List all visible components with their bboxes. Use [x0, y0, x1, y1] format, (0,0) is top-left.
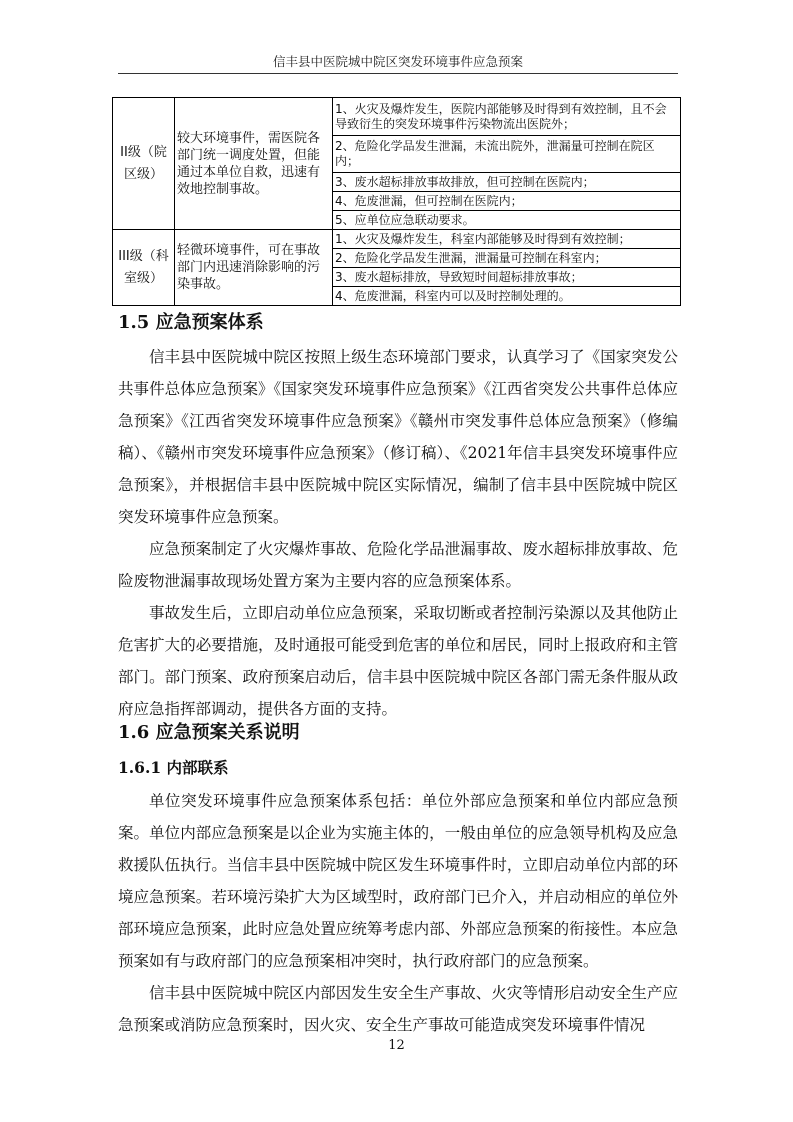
table-item: 4、危废泄漏，科室内可以及时控制处理的。 — [333, 287, 681, 306]
subsection-heading-1-6-1: 1.6.1 内部联系 — [118, 758, 229, 777]
emergency-grade-table — [112, 97, 681, 306]
paragraph: 事故发生后，立即启动单位应急预案，采取切断或者控制污染源以及其他防止危害扩大的必要措施，及时通报可能受到危害的单位和居民，同时上报政府和主管部门。部门预案、政府预案启动后，信丰县中医院城中院区各部门需无条件服从政府应急指挥部调动，提供各方面的支持。 — [118, 604, 678, 718]
section-heading-1-6: 1.6 应急预案关系说明 — [118, 722, 300, 743]
table-item: 1、火灾及爆炸发生，医院内部能够及时得到有效控制，且不会导致衍生的突发环境事件污染物流出医院外； — [333, 98, 681, 136]
grade-description-ii: 较大环境事件，需医院各部门统一调度处置，但能通过本单位自救，迅速有效地控制事故。 — [175, 98, 333, 230]
paragraph: 信丰县中医院城中院区按照上级生态环境部门要求，认真学习了《国家突发公共事件总体应急预案》《国家突发环境事件应急预案》《江西省突发公共事件总体应急预案》《江西省突发环境事件应急预案》《赣州市突发事件总体应急预案》（修编稿）、《赣州市突发环境事件应急预案》（修订稿）、《2021年信丰县突发环境事件应急预案》，并根据信丰县中医院城中院区实际情况，编制了信丰县中医院城中院区突发环境事件应急预案。 — [118, 348, 678, 526]
table-item: 4、危废泄漏，但可控制在医院内； — [333, 192, 681, 211]
paragraph: 应急预案制定了火灾爆炸事故、危险化学品泄漏事故、废水超标排放事故、危险废物泄漏事故现场处置方案为主要内容的应急预案体系。 — [118, 540, 678, 590]
table-item: 3、废水超标排放事故排放，但可控制在医院内； — [333, 173, 681, 192]
table-item: 5、应单位应急联动要求。 — [333, 211, 681, 230]
section-heading-1-5: 1.5 应急预案体系 — [118, 312, 264, 333]
grade-level-iii: III级（科室级） — [113, 230, 175, 306]
page-header: 信丰县中医院城中院区突发环境事件应急预案 — [272, 54, 523, 69]
page-number: 12 — [388, 1038, 405, 1053]
section-1-6-body — [118, 785, 678, 1041]
table-item: 3、废水超标排放，导致短时间超标排放事故； — [333, 268, 681, 287]
table-item: 2、危险化学品发生泄漏，未流出院外，泄漏量可控制在院区内； — [333, 136, 681, 173]
section-1-5-body — [118, 341, 678, 725]
paragraph: 信丰县中医院城中院区内部因发生安全生产事故、火灾等情形启动安全生产应急预案或消防应急预案时，因火灾、安全生产事故可能造成突发环境事件情况 — [118, 984, 678, 1034]
grade-description-iii: 轻微环境事件，可在事故部门内迅速消除影响的污染事故。 — [175, 230, 333, 306]
grade-level-ii: II级（院区级） — [113, 98, 175, 230]
header-rule — [118, 73, 678, 74]
table-item: 1、火灾及爆炸发生，科室内部能够及时得到有效控制； — [333, 230, 681, 249]
paragraph: 单位突发环境事件应急预案体系包括：单位外部应急预案和单位内部应急预案。单位内部应急预案是以企业为实施主体的，一般由单位的应急领导机构及应急救援队伍执行。当信丰县中医院城中院区发生环境事件时，立即启动单位内部的环境应急预案。若环境污染扩大为区域型时，政府部门已介入，并启动相应的单位外部环境应急预案，此时应急处置应统筹考虑内部、外部应急预案的衔接性。本应急预案如有与政府部门的应急预案相冲突时，执行政府部门的应急预案。 — [118, 792, 678, 970]
table-item: 2、危险化学品发生泄漏，泄漏量可控制在科室内； — [333, 249, 681, 268]
